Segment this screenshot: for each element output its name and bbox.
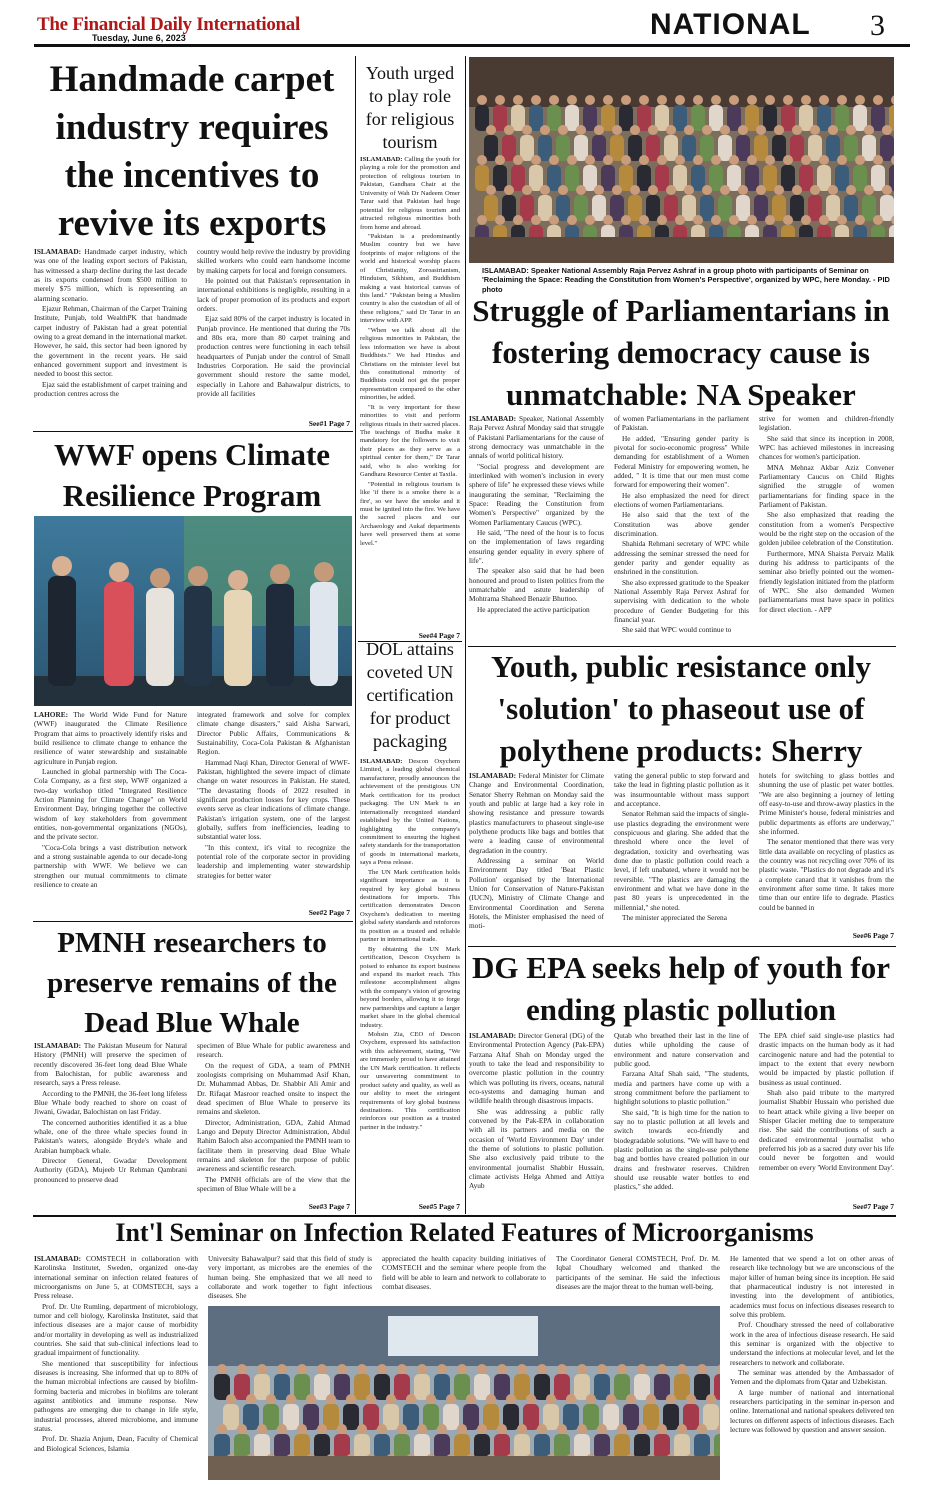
paragraph: He also emphasized the need for direct elections of women Parliamentarians. — [614, 490, 749, 509]
paragraph: By obtaining the UN Mark certification, Descon Oxychem is poised to enhance its export business and expand its market reach. This milestone accomplishment aligns with the company's vision of growing beyond borders, allowing it to forge new partnerships and capture a larger market share in the global chemical industry. — [360, 945, 460, 1029]
paragraph: of women Parliamentarians in the parliament of Pakistan. — [614, 414, 749, 433]
paragraph: country would help revive the industry by providing skilled workers who could earn handsome income by making carpets for local and foreign consumers. — [197, 247, 350, 275]
headline-wwf: WWF opens Climate Resilience Program — [53, 437, 331, 513]
column-rule — [465, 56, 466, 1214]
paragraph: Qutab who breathed their last in the line of duties while upholding the cause of environment and nature conservation and public good. — [614, 1031, 749, 1068]
jump-tourism: See#4 Page 7 — [418, 631, 460, 640]
headline-speaker: Struggle of Parliamentarians in fostering democracy cause is unmatchable: NA Speaker — [472, 293, 890, 412]
article-polythene-col3 — [759, 771, 894, 931]
paragraph: ISLAMABAD: The Pakistan Museum for Natural History (PMNH) will preserve the specimen of recently discovered 36-feet long dead Blue Whale from Balochistan, for public awareness and research, says a Press release. — [34, 1041, 187, 1088]
paragraph: "Pakistan is a predominantly Muslim country but we have footprints of major religions of the world and historical worship places of Christianity, Zoroastrianism, Hinduism, Sikhism, and Buddhism making a vast historical canvas of this land." "Pakistan being a Muslim country is also the custodian of all of these religions," said Dr Tarar in an interview with APP. — [360, 232, 460, 325]
speaker-photo-caption: ISLAMABAD: Speaker National Assembly Raja Pervez Ashraf in a group photo with participants of Seminar on 'Reclaiming the Space: Reading the Constitution from Women's Perspective', organized by WPC, here Monday. - PID photo — [482, 266, 890, 294]
article-whale-col2 — [197, 1041, 350, 1201]
paragraph: Addressing a seminar on World Environment Day titled 'Beat Plastic Pollution' organised by the International Union for Conservation of Nature-Pakistan (IUCN), Ministry of Climate Change and Environmental Coordination and Serena Hotels, the Minister emphasised the need of moti- — [469, 855, 604, 931]
paragraph: Prof. Choudhary stressed the need of collaborative work in the area of infectious disease research. He said this seminar is organized with the objective to understand the infections at molecular level, and let the researchers to network and collaborate. — [730, 1320, 894, 1367]
paragraph: Prof. Dr. Ute Rumling, department of microbiology, tumor and cell biology, Karolinska Institutet, said that infectious diseases are a major cause of morbidity and/or mortality in developing as well as industrialized countries. She said that sub-clinical infections lead to gradual impairment of functionality. — [34, 1301, 198, 1358]
jump-wwf: See#2 Page 7 — [308, 908, 350, 917]
header-rule — [34, 44, 910, 47]
paragraph: Prof. Dr. Shazia Anjum, Dean, Faculty of Chemical and Biological Sciences, Islamia — [34, 1434, 198, 1453]
paragraph: He lamented that we spend a lot on other areas of research like technology but we are unconscious of the major killer of human being since its inception. He said that pharmaceutical industry is not interested in investing into the development of antibiotics, academics must focus on infectious diseases research to solve this problem. — [730, 1254, 894, 1319]
paragraph: According to the PMNH, the 36-feet long lifeless Blue Whale body reached to shore on coast of Jiwani, Gwadar, Balochistan on last Friday. — [34, 1088, 187, 1117]
paragraph: Ejazur Rehman, Chairman of the Carpet Training Institute, Punjab, told WealthPK that handmade carpet industry of Pakistan had a great potential owing to a great demand in the international market. However, he said, this sector had been ignored by the government in the recent years. He said enhanced government support and investment is needed to boost this sector. — [34, 303, 187, 379]
article-carpet-col2 — [197, 247, 350, 417]
headline-polythene: Youth, public resistance only 'solution' to phaseout use of polythene products: Sherry — [490, 649, 872, 768]
paragraph: ISLAMABAD: Speaker, National Assembly Raja Pervez Ashraf Monday said that struggle of Pakistani Parliamentarians for the cause of strong democracy was unmatchable in the annals of world political history. — [469, 414, 604, 461]
paragraph: Hammad Naqi Khan, Director General of WWF-Pakistan, highlighted the severe impact of climate change on water resources in Pakistan. He stated, "The devastating floods of 2022 resulted in significant production losses for key crops. These events serve as clear indications of climate change. Pakistan's irrigation system, one of the largest globally, suffers from inefficiencies, leading to substantial water loss. — [197, 757, 350, 842]
paragraph: The PMNH officials are of the view that the specimen of Blue Whale will be a — [197, 1174, 350, 1193]
speaker-group-photo — [469, 57, 894, 263]
paragraph: strive for women and children-friendly legislation. — [759, 414, 894, 433]
article-speaker-col2 — [614, 414, 749, 642]
paragraph: specimen of Blue Whale for public awareness and research. — [197, 1041, 350, 1060]
article-carpet-col1 — [34, 247, 187, 425]
paragraph: hotels for switching to glass bottles and shunning the use of plastic pet water bottles. "We are also beginning a journey of letting off easy-to-use and throw-away plastics in the Prime Minister's house, federal ministries and public departments as efforts are underway," she informed. — [759, 771, 894, 836]
paragraph: Mohsin Zia, CEO of Descon Oxychem, expressed his satisfaction with this achievement, stating, "We are immensely proud to have attained the UN Mark certification. It reflects our unwavering commitment to product safety and quality, as well as our ability to meet the stringent requirements of key global business destinations. This certification reinforces our position as a trusted partner in the industry." — [360, 1031, 460, 1131]
divider — [33, 921, 353, 922]
article-seminar-col1 — [34, 1254, 198, 1480]
headline-carpet: Handmade carpet industry requires the incentives to revive its exports — [49, 59, 335, 244]
divider — [33, 431, 353, 432]
article-dol — [360, 758, 460, 1200]
headline-whale: PMNH researchers to preserve remains of the Dead Blue Whale — [47, 927, 337, 1039]
paragraph: ISLAMABAD: Federal Minister for Climate Change and Environmental Coordination, Senator Sherry Rehman on Monday said the youth and public at large had a key role in showing resistance and pressure towards plastics manufacturers to phaseout single-use polythene products like bags and bottles that were a leading cause of environmental degradation in the country. — [469, 771, 604, 855]
jump-epa: See#7 Page 7 — [852, 1202, 894, 1211]
article-speaker-col1 — [469, 414, 604, 642]
paragraph: The concerned authorities identified it as a blue whale, one of the three whale species found in Pakistan's waters, alongside Bryde's whale and Arabian humpback whale. — [34, 1117, 187, 1155]
article-seminar-col5 — [730, 1254, 894, 1480]
paragraph: "It is very important for these minorities to visit and perform religious rituals in their sacred places. The teachings of Budha make it mandatory for the followers to visit their places as they serve as a spiritual center for them," Dr Tarar said, who is also working for Gandhara Resource Center at Taxila. — [360, 403, 460, 479]
paragraph: He pointed out that Pakistan's representation in international exhibitions is negligible, resulting in a lack of proper promotion of its products and export orders. — [197, 275, 350, 313]
jump-dol: See#5 Page 7 — [418, 1202, 460, 1211]
paragraph: ISLAMABAD: Handmade carpet industry, which was one of the leading export sectors of Pakistan, has witnessed a sharp decline during the last decade as its exports condensed from $500 million to merely $75 million, which is representing an alarming scenario. — [34, 247, 187, 303]
paragraph: Shahida Rehmani secretary of WPC while addressing the seminar stressed the need for gender parity and gender equality as enshrined in the constitution. — [614, 539, 749, 577]
paragraph: vating the general public to step forward and take the lead in fighting plastic pollution as it was insurmountable without mass support and acceptance. — [614, 771, 749, 808]
paragraph: "When we talk about all the religious minorities in Pakistan, the less information we have is about Buddhists." We had Hindus and Christians on the minister level but this constitutional minority of Buddhists could not get the proper representation compared to the other minorities, he added. — [360, 326, 460, 402]
paragraph: Director General, Gwadar Development Authority (GDA), Mujeeb Ur Rehman Qambrani pronounced to preserve dead — [34, 1155, 187, 1184]
paragraph: A large number of national and international researchers participating in the seminar in-person and online. International and national speakers delivered ten lectures on different aspects of infectious diseases. Each lecture was followed by question and answer session. — [730, 1387, 894, 1434]
paragraph: The senator mentioned that there was very little data available on recycling of plastics as the country was not recycling over 70% of its plastic waste. "Plastics do not degrade and it's a complete canard that it vanishes from the environment after some time. It takes more time than our entire life to degrade. Plastics could be banned in — [759, 837, 894, 912]
paragraph: The minister appreciated the Serena — [622, 912, 727, 922]
paragraph: She said that WPC would continue to — [622, 625, 732, 635]
paragraph: She said, "It is high time for the nation to say no to plastic pollution at all levels and switch towards eco-friendly and biodegradable solutions. "We will have to end plastic pollution as the single-use polythene bag and bottles have created pollution in our drains and freshwater reserves. Children should use reusable water bottles to end plastics," she added. — [614, 1107, 749, 1192]
article-seminar-top4: The Coordinator General COMSTECH, Prof. Dr. M. Iqbal Choudhary welcomed and thanked the participants of the seminar. He said the infectious diseases are the major threat to the human well-being. — [556, 1254, 720, 1291]
paragraph: MNA Mehnaz Akbar Aziz Convener Parliamentary Caucus on Child Rights signified the struggle of women parliamentarians for finding space in the Parliament of Pakistan. — [759, 462, 894, 509]
article-epa-col1 — [469, 1031, 604, 1213]
masthead: The Financial Daily International — [37, 14, 300, 35]
paragraph: He said, "The need of the hour is to focus on the implementation of laws regarding ensuring gender equality in every sphere of life". — [469, 527, 604, 565]
paragraph: She said that since its inception in 2008, WPC has achieved milestones in increasing chances for women's participation. — [759, 433, 894, 462]
paragraph: LAHORE: The World Wide Fund for Nature (WWF) inaugurated the Climate Resilience Program that aims to proactively identify risks and build resilience to climate change to enhance the resilience of water stewardship and sustainable agriculture in Punjab region. — [34, 710, 187, 766]
jump-polythene: See#6 Page 7 — [852, 931, 894, 940]
paragraph: She was addressing a public rally convened by the Pak-EPA in collaboration with all its partners and media on the occasion of 'World Environment Day' under the theme of solutions to plastic pollution. She also exclusively paid tribute to the environmental journalist Shabbir Hussain, climate activists Helga Ahmed and Attiya Ayub — [469, 1106, 604, 1191]
paragraph: "In this context, it's vital to recognize the potential role of the corporate sector in providing leadership and implementing water stewardship strategies for better water — [197, 842, 350, 880]
paragraph: She mentioned that susceptibility for infectious diseases is increasing. She informed that up to 80% of the human microbial infections are caused by biofilm-forming bacteria and microbes in biofilms are tolerant against antibiotics and immune response. New pathogens are emerging due to change in life style, industrial processes, altered microbiome, and immune status. — [34, 1358, 198, 1433]
article-polythene-col2 — [614, 771, 749, 943]
paragraph: Shah also paid tribute to the martyred journalist Shabbir Hussain who perished due to heart attack while giving a live beeper on Shisper Glacier melting due to temperature rise. She said the contributions of such a dedicated environmental journalist who preferred his job as a sacred duty over his life could never be forgotten and would remember on every 'World Environment Day'. — [759, 1087, 894, 1172]
issue-date: Tuesday, June 6, 2023 — [92, 33, 186, 43]
article-wwf-col2 — [197, 710, 350, 908]
headline-dol: DOL attains coveted UN certification for product packaging — [366, 639, 454, 751]
article-epa-col2 — [614, 1031, 749, 1213]
column-rule — [355, 56, 356, 1214]
paragraph: "Potential in religious tourism is like 'if there is a smoke there is a fire', so we have the smoke and it must be ignited into the fire. We have the sacred places and our Archaeology and Aukaf departments have well preserved them at some level." — [360, 480, 460, 547]
paragraph: ISLAMABAD: Director General (DG) of the Environmental Protection Agency (Pak-EPA) Farzana Altaf Shah on Monday urged the youth to take the lead and responsibility to overcome plastic pollution in the country which was polluting its rivers, oceans, natural eco-systems and damaging human and wildlife health through disastrous impacts. — [469, 1031, 604, 1106]
paragraph: Senator Rehman said the impacts of single-use plastics degrading the environment were conspicuous and glaring. She added that the threshold where once the level of degradation, toxicity and overheating was done due to plastic pollution could reach a level, if left unabated, where it would not be reversible. "The plastics are damaging the environment and what we have done in the past 80 years is unprecedented in the millennial," she noted. — [614, 809, 749, 912]
article-whale-col1 — [34, 1041, 187, 1213]
seminar-group-photo — [208, 1306, 720, 1480]
article-epa-col3 — [759, 1031, 894, 1201]
wwf-group-photo — [34, 516, 352, 706]
jump-whale: See#3 Page 7 — [308, 1202, 350, 1211]
article-tourism — [360, 156, 460, 634]
paragraph: Furthermore, MNA Shaista Pervaiz Malik during his address to participants of the seminar also briefly pointed out the women-friendly legislation initiated from the platform of WPC. She also demanded Women parliamentarians must have space in politics for direct election. - APP — [759, 548, 894, 614]
paragraph: Farzana Altaf Shah said, "The students, media and partners have come up with a strong commitment before the parliament to highlight solutions to plastic pollution." — [614, 1069, 749, 1107]
section-title: NATIONAL — [650, 8, 811, 41]
paragraph: On the request of GDA, a team of PMNH zoologists comprising on Muhammad Asif Khan, Dr. Muhammad Abbas, Dr. Shabbir Ali Amir and Dr. Rifaqat Masroor reached onsite to inspect the dead specimen of Blue Whale to preserve its remains and skeleton. — [197, 1060, 350, 1117]
paragraph: "Social progress and development are interlinked with women's inclusion in every sphere of life" he expressed these views while inaugurating the seminar, "Reclaiming the Space: Reading the Constitution from Women's Perspective" organized by the Women Parliamentary Caucus (WPC). — [469, 461, 604, 527]
paragraph: The UN Mark certification holds significant importance as it is required by key global business destinations for imports. This certification demonstrates Descon Oxychem's dedication to meeting global safety standards and reinforces its position as a trusted and reliable partner in international trade. — [360, 868, 460, 944]
paragraph: She also emphasized that reading the constitution from a women's Perspective would be the right step on the occasion of the golden jubilee celebration of the Constitution. — [759, 510, 894, 548]
paragraph: The speaker also said that he had been honoured and proud to listen politics from the unmatchable and astute leadership of Mohtrama Shaheed Benazir Bhuttoo. — [469, 566, 604, 604]
headline-epa: DG EPA seeks help of youth for ending plastic pollution — [472, 950, 890, 1027]
paragraph: She also expressed gratitude to the Speaker National Assembly Raja Pervez Ashraf for supervising with dedication to the whole procedure of Gender Budgeting for this financial year. — [614, 577, 749, 624]
paragraph: The seminar was attended by the Ambassador of Yemen and the diplomats from Qatar and Uzbekistan. — [730, 1367, 894, 1387]
paragraph: "Coca-Cola brings a vast distribution network and a strong sustainable agenda to our decade-long partnership with WWF. We believe we can strengthen our mutual commitments to climate resilience to create an — [34, 842, 187, 889]
paragraph: Launched in global partnership with The Coca-Cola Company, as a first step, WWF organized a two-day workshop titled "Integrated Resilience Action Planning for Climate Change" on World Environment Day, bringing together the collective wisdom of key stakeholders from government entities, non-governmental organizations (NGOs), and the private sector. — [34, 766, 187, 842]
page-number: 3 — [870, 9, 885, 42]
article-polythene-col1 — [469, 771, 604, 943]
paragraph: Director, Administration, GDA, Zahid Ahmad Lango and Deputy Director Administration, Abdul Rahim Baloch also accompanied the PMNH team to facilitate them in preserving dead Blue Whale remains and skeleton for the purpose of public awareness and scientific research. — [197, 1117, 350, 1174]
article-speaker-col3 — [759, 414, 894, 642]
headline-tourism: Youth urged to play role for religious tourism — [365, 63, 455, 152]
headline-seminar: Int'l Seminar on Infection Related Features of Microorganisms — [115, 1218, 814, 1247]
paragraph: He also said that the text of the Constitution was above gender discrimination. — [614, 510, 749, 538]
paragraph: ISLAMABAD: COMSTECH in collaboration with Karolinska Institutet, Sweden, organized one-day international seminar on infection related features of microorganisms on June 5, at COMSTECH, says a Press release. — [34, 1254, 198, 1301]
paragraph: integrated framework and solve for complex climate change disasters," said Aisha Sarwari, Director Public Affairs, Communications & Sustainability, Coca-Cola Pakistan & Afghanistan Region. — [197, 710, 350, 757]
paragraph: ISLAMABAD: Calling the youth for playing a role for the promotion and protection of religious tourism in Pakistan, Gandhara Chair at the University of Wah Dr Nadeem Omer Tarar said that Pakistan had huge potential for religious tourism and attracted religious minorities both from home and abroad. — [360, 156, 460, 231]
paragraph: He added, "Ensuring gender parity is pivotal for socio-economic progress" While demanding for establishment of a Women Federal Ministry for empowering women, he added, " It is time that our men must come forward for empowering their women". — [614, 433, 749, 490]
jump-carpet: See#1 Page 7 — [308, 419, 350, 428]
article-wwf-col1 — [34, 710, 187, 920]
paragraph: ISLAMABAD: Descon Oxychem Limited, a leading global chemical manufacturer, proudly announces the achievement of the prestigious UN Mark certification for its product packaging. The UN Mark is an internationally recognized standard established by the United Nations, highlighting the company's commitment to ensuring the highest safety standards for the transportation of goods in international markets, says a Press release. — [360, 758, 460, 867]
article-seminar-top3: appreciated the health capacity building initiatives of COMSTECH and the seminar where people from the field will be able to learn and network to collaborate to combat diseases. — [382, 1254, 546, 1291]
paragraph: Ejaz said the establishment of carpet training and production centres across the — [34, 379, 187, 398]
article-seminar-top2: University Bahawalpur? said that this field of study is very important, as microbes are the enemies of the human being. She emphasized that we all need to collaborate and work together to fight infectious diseases. She — [208, 1254, 372, 1301]
paragraph: He appreciated the active participation — [477, 604, 590, 614]
paragraph: The EPA chief said single-use plastics had drastic impacts on the human body as it had carcinogenic nature and had the potential to impact to the extent that every newborn would be impacted by plastic pollution if business as usual continued. — [759, 1031, 894, 1087]
paragraph: Ejaz said 80% of the carpet industry is located in Punjab province. He mentioned that during the 70s and 80s era, more than 80 carpet training and production centres were functioning in each tehsil headquarters of Punjab under the control of Small Industries Corporation. He said the provincial government should restore the same model, especially in Lahore and Bahawalpur districts, to provide all facilities — [197, 314, 350, 398]
